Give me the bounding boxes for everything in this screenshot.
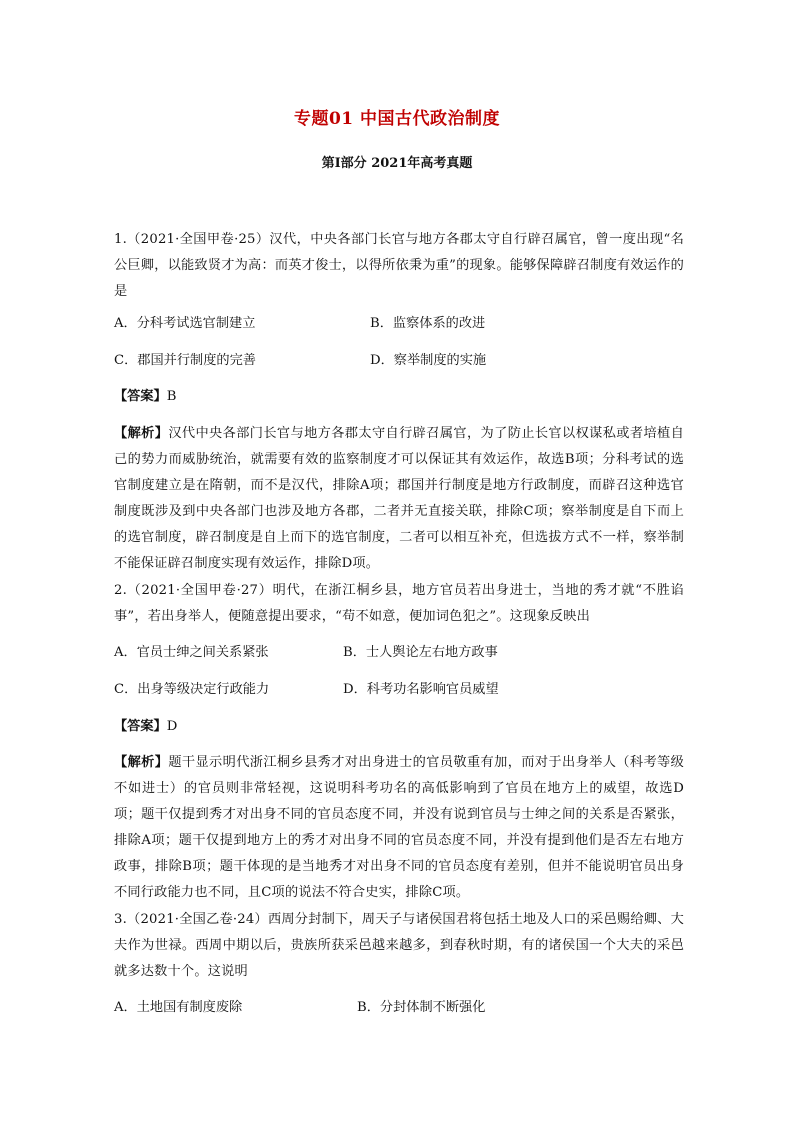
section-subtitle: 第Ⅰ部分 2021年高考真题 [321, 156, 473, 171]
analysis-tag: 【解析】 [114, 426, 169, 441]
analysis-text: 题干显示明代浙江桐乡县秀才对出身进士的官员敬重有加，而对于出身举人（科考等级不如进士）的官员则非常轻视，这说明科考功名的高低影响到了官员在地方上的威望，故选D项；题干仅提到秀才对出身不同的官员态度不同，并没有说到官员与士绅之间的关系是否紧张，排除A项；题干仅提到地方上的秀才对出身不同的官员态度不同，并没有提到他们是否左右地方政事，排除B项；题干体现的是当地秀才对出身不同的官员态度有差别，但并不能说明官员出身不同行政能力也不同，且C项的说法不符合史实，排除C项。 [114, 755, 684, 900]
answer-tag: 【答案】 [114, 719, 167, 734]
q1-answer [114, 384, 176, 410]
q1-analysis [114, 421, 684, 577]
q1-stem: 1.（2021·全国甲卷·25）汉代，中央各部门长官与地方各郡太守自行辟召属官，曾一度出现“名公巨卿，以能致贤才为高：而英才俊士，以得所依秉为重”的现象。能够保障辟召制度有效运作的是 [114, 232, 684, 299]
q1-option-d: D．察举制度的实施 [370, 353, 487, 368]
q1-option-a: A．分科考试选官制建立 [114, 316, 256, 331]
q2-answer [114, 714, 177, 740]
q1-option-b: B．监察体系的改进 [370, 316, 486, 331]
q1-option-c: C．郡国并行制度的完善 [114, 353, 256, 368]
analysis-tag: 【解析】 [114, 755, 169, 770]
q2-option-d: D．科考功名影响官员威望 [343, 682, 499, 697]
q3-option-a: A．土地国有制度废除 [114, 1000, 243, 1015]
q2-option-b: B．士人舆论左右地方政事 [343, 645, 498, 660]
q2-analysis [114, 750, 684, 906]
answer-value: B [166, 389, 177, 404]
q2-option-c: C．出身等级决定行政能力 [114, 682, 270, 697]
answer-tag: 【答案】 [114, 389, 167, 404]
analysis-text: 汉代中央各部门长官与地方各郡太守自行辟召属官，为了防止长官以权谋私或者培植自己的势力而威胁统治，就需要有效的监察制度才可以保证其有效运作，故选B项；分科考试的选官制度建立是在隋朝，而不是汉代，排除A项；郡国并行制度是地方行政制度，而辟召这种选官制度既涉及到中央各部门也涉及地方各郡，二者并无直接关联，排除C项；察举制度是自下而上的选官制度，辟召制度是自上而下的选官制度，二者可以相互补充，但选拔方式不一样，察举制不能保证辟召制度实现有效运作，排除D项。 [114, 426, 684, 571]
q3-option-b: B．分封体制不断强化 [357, 1000, 486, 1015]
document-title: 专题01 中国古代政治制度 [293, 109, 501, 129]
answer-value: D [166, 719, 178, 734]
q3-stem: 3.（2021·全国乙卷·24）西周分封制下，周天子与诸侯国君将包括土地及人口的采邑赐给卿、大夫作为世禄。西周中期以后，贵族所获采邑越来越多，到春秋时期，有的诸侯国一个大夫的采邑就多达数十个。这说明 [114, 912, 684, 979]
q2-stem: 2.（2021·全国甲卷·27）明代，在浙江桐乡县，地方官员若出身进士，当地的秀才就“不胜谄事”，若出身举人，便随意提出要求，“苟不如意，便加词色犯之”。这现象反映出 [114, 583, 684, 624]
q2-option-a: A．官员士绅之间关系紧张 [114, 645, 269, 660]
